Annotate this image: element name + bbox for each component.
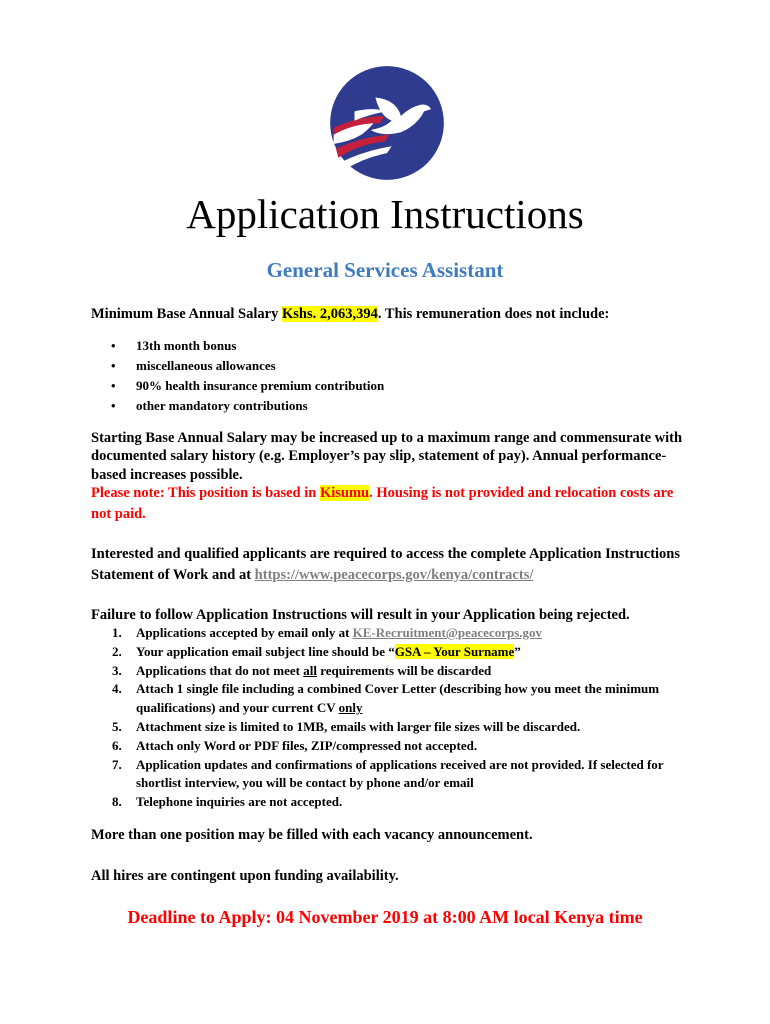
rules-list xyxy=(91,624,701,812)
list-item: • miscellaneous allowances xyxy=(91,356,691,376)
salary-line xyxy=(91,304,691,324)
interest-paragraph xyxy=(91,544,691,585)
failure-heading: Failure to follow Application Instructions will result in your Application being rejected. xyxy=(91,607,630,623)
list-item: • other mandatory contributions xyxy=(91,396,691,416)
salary-suffix: . This remuneration does not include: xyxy=(377,306,610,322)
subject-line-highlight: GSA – Your Surname xyxy=(394,643,515,659)
rule-item: 1. Applications accepted by email only at KE-Recruitment@peacecorps.gov xyxy=(112,625,543,640)
bullet-icon: • xyxy=(111,338,116,353)
bullet-icon: • xyxy=(111,358,116,373)
bullet-icon: • xyxy=(111,378,116,393)
salary-amount: Kshs. 2,063,394 xyxy=(281,306,378,322)
rule-item: 5. Attachment size is limited to 1MB, emails with larger file sizes will be discarded. xyxy=(112,718,581,734)
rule-item: 6. Attach only Word or PDF files, ZIP/compressed not accepted. xyxy=(112,737,478,753)
deadline-banner: Deadline to Apply: 04 November 2019 at 8:00 AM local Kenya time xyxy=(127,907,643,927)
note-suffix: . Housing is not provided and relocation costs are not paid. xyxy=(91,485,674,522)
multiple-positions-note: More than one position may be filled with each vacancy announcement. xyxy=(91,827,533,843)
rule-item: 4. Attach 1 single file including a combined Cover Letter (describing how you meet the minimum qualifications) and your current CV only xyxy=(112,681,660,716)
funding-note: All hires are contingent upon funding availability. xyxy=(91,868,399,884)
contracts-link[interactable]: https://www.peacecorps.gov/kenya/contracts/ xyxy=(254,566,534,583)
starting-salary-paragraph: Starting Base Annual Salary may be increased up to a maximum range and commensurate with documented salary history (e.g. Employer’s pay slip, statement of pay). Annual performance-based increases possible. xyxy=(91,430,683,483)
position-title: General Services Assistant xyxy=(266,258,504,282)
page-title: Application Instructions xyxy=(186,191,584,237)
interest-text: Interested and qualified applicants are required to access the complete Application Instructions Statement of Work and at xyxy=(91,546,681,583)
dove-emblem-icon xyxy=(329,65,445,181)
list-item: • 13th month bonus xyxy=(91,336,691,356)
location-highlight: Kisumu xyxy=(319,485,370,501)
rule-item: 3. Applications that do not meet all requirements will be discarded xyxy=(112,662,492,678)
list-item: • 90% health insurance premium contribution xyxy=(91,376,691,396)
exclusions-list xyxy=(91,336,691,416)
rule-item: 2. Your application email subject line should be “GSA – Your Surname” xyxy=(112,643,521,659)
location-note xyxy=(91,483,691,524)
rule-item: 8. Telephone inquiries are not accepted. xyxy=(112,794,343,810)
rule-item: 7. Application updates and confirmations of applications received are not provided. If selected for shortlist interview, you will be contact by phone and/or email xyxy=(112,756,664,791)
salary-prefix: Minimum Base Annual Salary xyxy=(91,306,282,322)
note-prefix: Please note: This position is based in xyxy=(91,485,320,501)
recruitment-email-link[interactable]: KE-Recruitment@peacecorps.gov xyxy=(352,625,543,640)
bullet-icon: • xyxy=(111,398,116,413)
